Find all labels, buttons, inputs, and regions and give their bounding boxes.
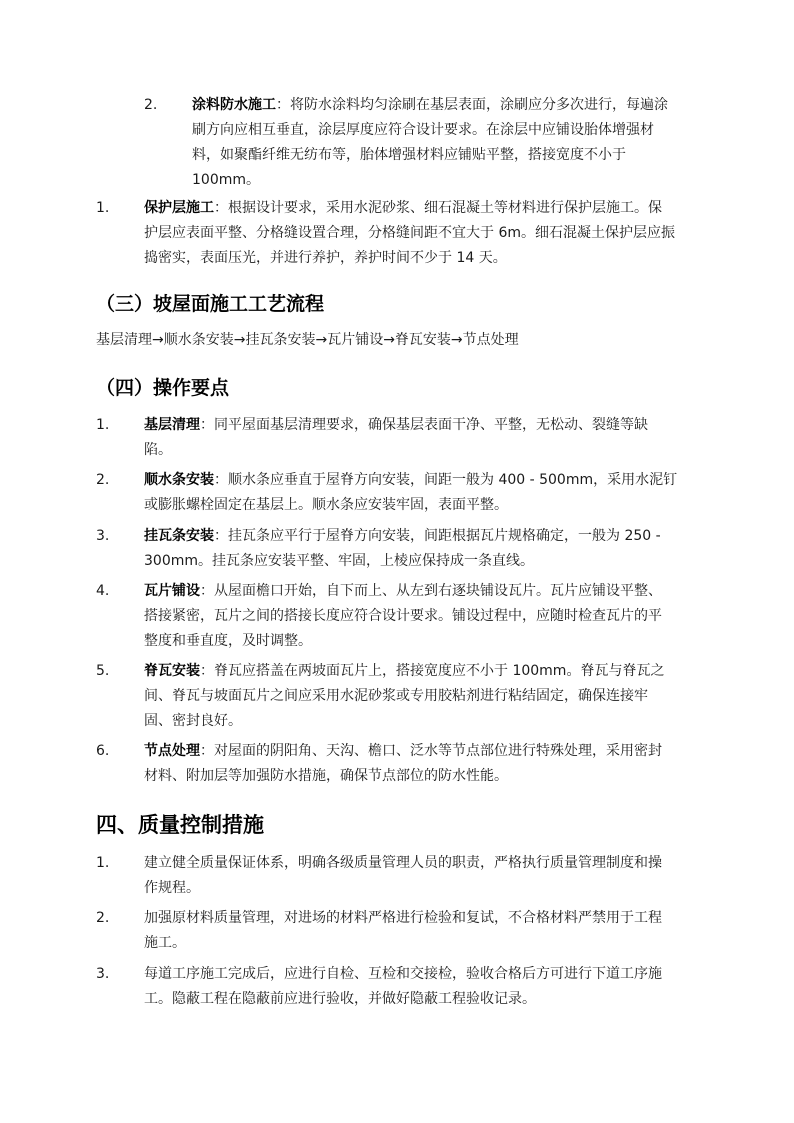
list-item-text: 建立健全质量保证体系，明确各级质量管理人员的职责，严格执行质量管理制度和操 作规程。 — [144, 855, 662, 896]
item-label: 挂瓦条安装 — [144, 528, 214, 544]
item-label: 顺水条安装 — [144, 472, 214, 488]
list-item-text: 保护层施工：根据设计要求，采用水泥砂浆、细石混凝土等材料进行保护层施工。保 护层应表面平整、分格缝设置合理，分格缝间距不宜大于 6m。细石混凝土保护层应振 捣密实，表面压光，并进行养护，养护时间不少于 14 天。 — [144, 200, 675, 266]
list-item-text: 基层清理：同平屋面基层清理要求，确保基层表面干净、平整，无松动、裂缝等缺 陷。 — [144, 417, 648, 458]
list-number: 5. — [96, 663, 110, 679]
list-item-text: 顺水条安装：顺水条应垂直于屋脊方向安装，间距一般为 400 - 500mm，采用水泥钉 或膨胀螺栓固定在基层上。顺水条应安装牢固，表面平整。 — [144, 472, 678, 513]
list-number: 2. — [144, 97, 158, 113]
chapter-heading: 四、质量控制措施 — [96, 813, 264, 837]
list-number: 2. — [96, 472, 110, 488]
item-label: 保护层施工 — [144, 200, 214, 216]
list-number: 1. — [96, 855, 110, 871]
list-item-text: 涂料防水施工：将防水涂料均匀涂刷在基层表面，涂刷应分多次进行，每遍涂 刷方向应相互垂直，涂层厚度应符合设计要求。在涂层中应铺设胎体增强材 料，如聚酯纤维无纺布等，胎体增强材料应铺贴平整，搭接宽度不小于 100mm。 — [192, 97, 668, 188]
item-label: 脊瓦安装 — [144, 663, 200, 679]
list-number: 2. — [96, 910, 110, 926]
list-item-text: 节点处理：对屋面的阴阳角、天沟、檐口、泛水等节点部位进行特殊处理，采用密封 材料、附加层等加强防水措施，确保节点部位的防水性能。 — [144, 743, 662, 784]
list-number: 1. — [96, 417, 110, 433]
list-item-text: 脊瓦安装：脊瓦应搭盖在两坡面瓦片上，搭接宽度应不小于 100mm。脊瓦与脊瓦之 间、脊瓦与坡面瓦片之间应采用水泥砂浆或专用胶粘剂进行粘结固定，确保连接牢 固、密封良好。 — [144, 663, 665, 729]
list-number: 3. — [96, 528, 110, 544]
section-heading: （四）操作要点 — [96, 377, 230, 399]
list-item-text: 加强原材料质量管理，对进场的材料严格进行检验和复试，不合格材料严禁用于工程 施工。 — [144, 910, 662, 951]
section-heading: （三）坡屋面施工工艺流程 — [96, 293, 325, 315]
process-flow: 基层清理→顺水条安装→挂瓦条安装→瓦片铺设→脊瓦安装→节点处理 — [96, 332, 519, 348]
list-number: 1. — [96, 200, 110, 216]
item-label: 基层清理 — [144, 417, 200, 433]
list-number: 4. — [96, 583, 110, 599]
list-number: 3. — [96, 966, 110, 982]
item-label: 瓦片铺设 — [144, 583, 200, 599]
item-label: 涂料防水施工 — [192, 97, 276, 113]
list-item-text: 瓦片铺设：从屋面檐口开始，自下而上、从左到右逐块铺设瓦片。瓦片应铺设平整、 搭接紧密，瓦片之间的搭接长度应符合设计要求。铺设过程中，应随时检查瓦片的平 整度和垂直度，及时调整。 — [144, 583, 662, 649]
list-number: 6. — [96, 743, 110, 759]
item-label: 节点处理 — [144, 743, 200, 759]
list-item-text: 每道工序施工完成后，应进行自检、互检和交接检，验收合格后方可进行下道工序施 工。隐蔽工程在隐蔽前应进行验收，并做好隐蔽工程验收记录。 — [144, 966, 662, 1007]
list-item-text: 挂瓦条安装：挂瓦条应平行于屋脊方向安装，间距根据瓦片规格确定，一般为 250 - 300mm。挂瓦条应安装平整、牢固，上棱应保持成一条直线。 — [144, 528, 661, 569]
